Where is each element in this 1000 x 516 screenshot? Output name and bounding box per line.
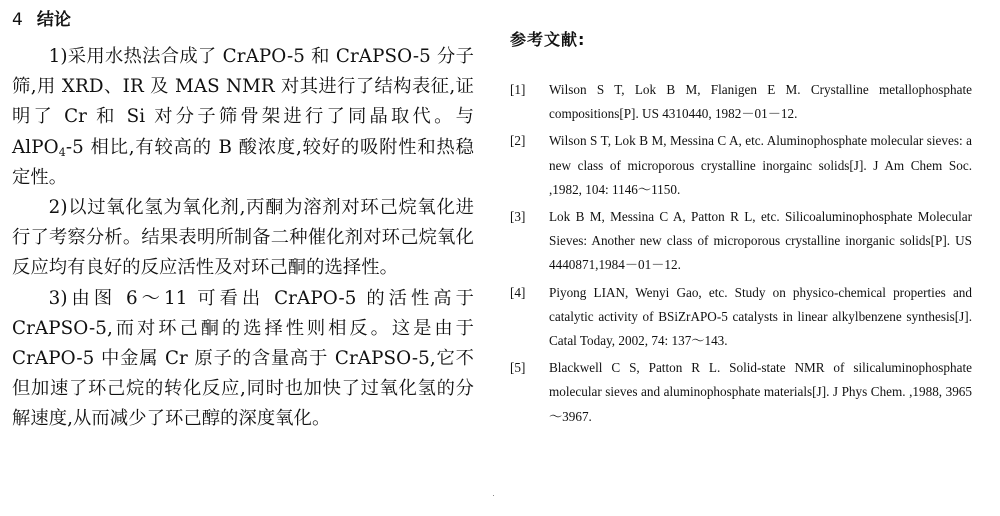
references-section (510, 26, 972, 432)
conclusion-section (12, 6, 474, 435)
reference-item (510, 78, 972, 126)
reference-text: Wilson S T, Lok B M, Flanigen E M. Crystalline metallophosphate compositions[P]. US 4310440, 1982－01－12. (549, 82, 972, 122)
reference-item (510, 281, 972, 354)
reference-item (510, 129, 972, 202)
reference-text: Lok B M, Messina C A, Patton R L, etc. Silicoaluminophosphate Molecular Sieves: Another new class of microporous crystalline inorganic solids[P]. US 4440871,1984－01－12. (549, 209, 972, 273)
conclusion-paragraph-1 (12, 42, 474, 193)
scan-speck (493, 495, 494, 496)
paragraph-1-text-b: -5 相比,有较高的 B 酸浓度,较好的吸附性和热稳定性。 (12, 136, 474, 188)
paragraph-1-text-a: 1)采用水热法合成了 CrAPO-5 和 CrAPSO-5 分子筛,用 XRD、IR 及 MAS NMR 对其进行了结构表征,证明了 Cr 和 Si 对分子筛骨架进行了同晶取代。与 AlPO (12, 46, 474, 158)
reference-text: Blackwell C S, Patton R L. Solid-state NMR of silicaluminophosphate molecular sieves and aluminophosphate materials[J]. J Phys Chem. ,1988, 3965～3967. (549, 360, 972, 424)
reference-number: [2] (510, 133, 526, 149)
reference-text: Wilson S T, Lok B M, Messina C A, etc. Aluminophosphate molecular sieves: a new class of microporous crystalline inorgainc solids[J]. J Am Chem Soc. ,1982, 104: 1146～1150. (549, 133, 972, 197)
paragraph-1-subscript: 4 (58, 145, 66, 159)
section-number: 4 (12, 10, 23, 30)
section-title: 结论 (36, 10, 71, 30)
reference-number: [5] (510, 360, 526, 376)
reference-number: [1] (510, 82, 526, 97)
conclusion-paragraph-2: 2)以过氧化氢为氧化剂,丙酮为溶剂对环己烷氧化进行了考察分析。结果表明所制备二种催化剂对环己烷氧化反应均有良好的反应活性及对环己酮的选择性。 (12, 197, 474, 279)
reference-number: [3] (510, 209, 526, 225)
conclusion-paragraph-3: 3)由图 6～11 可看出 CrAPO-5 的活性高于 CrAPSO-5,而对环己酮的选择性则相反。这是由于 CrAPO-5 中金属 Cr 原子的含量高于 CrAPSO-5,它不但加速了环己烷的转化反应,同时也加快了过氧化氢的分解速度,从而减少了环己醇的深度氧化。 (12, 287, 474, 430)
reference-text: Piyong LIAN, Wenyi Gao, etc. Study on physico-chemical properties and catalytic activity of BSiZrAPO-5 catalysts in linear alkylbenzene synthesis[J]. Catal Today, 2002, 74: 137～143. (549, 284, 972, 349)
references-heading: 参考文献: (510, 30, 586, 49)
reference-item (510, 205, 972, 278)
reference-item (510, 356, 972, 429)
section-heading (12, 6, 474, 42)
reference-number: [4] (510, 284, 526, 300)
